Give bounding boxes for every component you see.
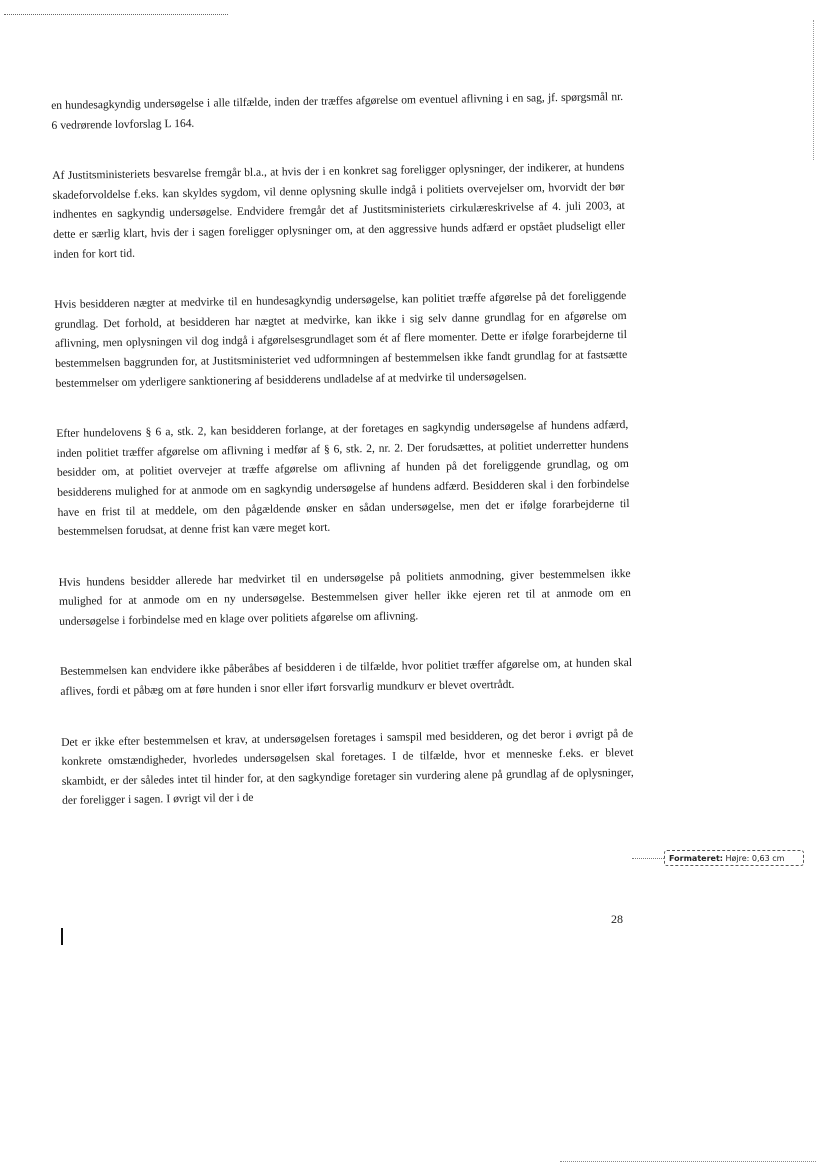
paragraph-4: Efter hundelovens § 6 a, stk. 2, kan besidderen forlange, at der foretages en sagkyndig undersøgelse af hundens adfærd, inden politiet træffer afgørelse om aflivning i medfør af § 6, stk. 2, nr. 2. Der forudsættes, at politiet underretter hundens besidder om, at politiet overvejer at træffe afgørelse om aflivning af hunden på det foreliggende grundlag, og om besidderens mulighed for at anmode om en sagkyndig undersøgelse af hundens adfærd. Besidderen skal i den forbindelse have en frist til at meddele, om den pågældende ønsker en sådan undersøgelse, men det er ifølge forarbejderne til bestemmelsen forudsat, at denne frist kan være meget kort. (56, 418, 630, 539)
page-number: 28 (611, 912, 623, 926)
text-cursor (61, 928, 63, 945)
paragraph-6: Bestemmelsen kan endvidere ikke påberåbes af besidderen i de tilfælde, hvor politiet træffer afgørelse om, at hunden skal aflives, fordi et påbæg om at føre hunden i snor eller iført forsvarlig mundkurv er blevet overtrådt. (59, 656, 633, 698)
comment-label: Formateret: (669, 854, 723, 863)
comment-text: Højre: 0,63 cm (722, 854, 785, 863)
paragraph-7: Det er ikke efter bestemmelsen et krav, at undersøgelsen foretages i samspil med besidderen, og det beror i øvrigt på de konkrete omstændigheder, hvorledes undersøgelsen skal foretages. I de tilfælde, hvor et menneske f.eks. er blevet skambidt, er der således intet til hinder for, at den sagkyndige foretager sin vurdering alene på grundlag af de oplysninger, der foreligger i sagen. I øvrigt vil der i de (61, 726, 634, 808)
scan-border-right (813, 20, 814, 160)
comment-leader-line (632, 858, 664, 859)
paragraph-5: Hvis hundens besidder allerede har medvirket til en undersøgelse på politiets anmodning, giver bestemmelsen ikke mulighed for at anmode om en ny undersøgelse. Bestemmelsen giver heller ikke ejeren ret til at anmode om en undersøgelse i forbindelse med en klage over politiets afgørelse om aflivning. (58, 566, 631, 628)
paragraph-2: Af Justitsministeriets besvarelse fremgår bl.a., at hvis der i en konkret sag foreligger oplysninger, der indikerer, at hundens skadeforvoldelse f.eks. kan skyldes sygdom, vil denne oplysning skulle indgå i politiets overvejelser om, hvorvidt der bør indhentes en sagkyndig undersøgelse. Endvidere fremgår det af Justitsministeriets cirkulæreskrivelse af 4. juli 2003, at dette er særlig klart, hvis der i sagen foreligger oplysninger om, at den aggressive hunds adfærd er opstået pludseligt eller inden for kort tid. (52, 160, 626, 261)
document-body (51, 87, 635, 842)
format-comment-balloon[interactable] (664, 850, 804, 866)
scan-border-bottom (560, 1161, 816, 1162)
paragraph-1: en hundesagkyndig undersøgelse i alle tilfælde, inden der træffes afgørelse om eventuel aflivning i en sag, jf. spørgsmål nr. 6 vedrørende lovforslag L 164. (51, 90, 624, 132)
paragraph-3: Hvis besidderen nægter at medvirke til en hundesagkyndig undersøgelse, kan politiet træffe afgørelse på det foreliggende grundlag. Det forhold, at besidderen har nægtet at medvirke, kan ikke i sig selv danne grundlag for en afgørelse om aflivning, men oplysningen vil dog indgå i afgørelsesgrundlaget som ét af flere momenter. Dette er ifølge forarbejderne til bestemmelsen baggrunden for, at Justitsministeriet ved udformningen af bestemmelsen ikke fandt grundlag for at fastsætte bestemmelser om yderligere sanktionering af besidderens undladelse af at medvirke til undersøgelsen. (54, 289, 628, 390)
scan-border-top (4, 14, 228, 15)
